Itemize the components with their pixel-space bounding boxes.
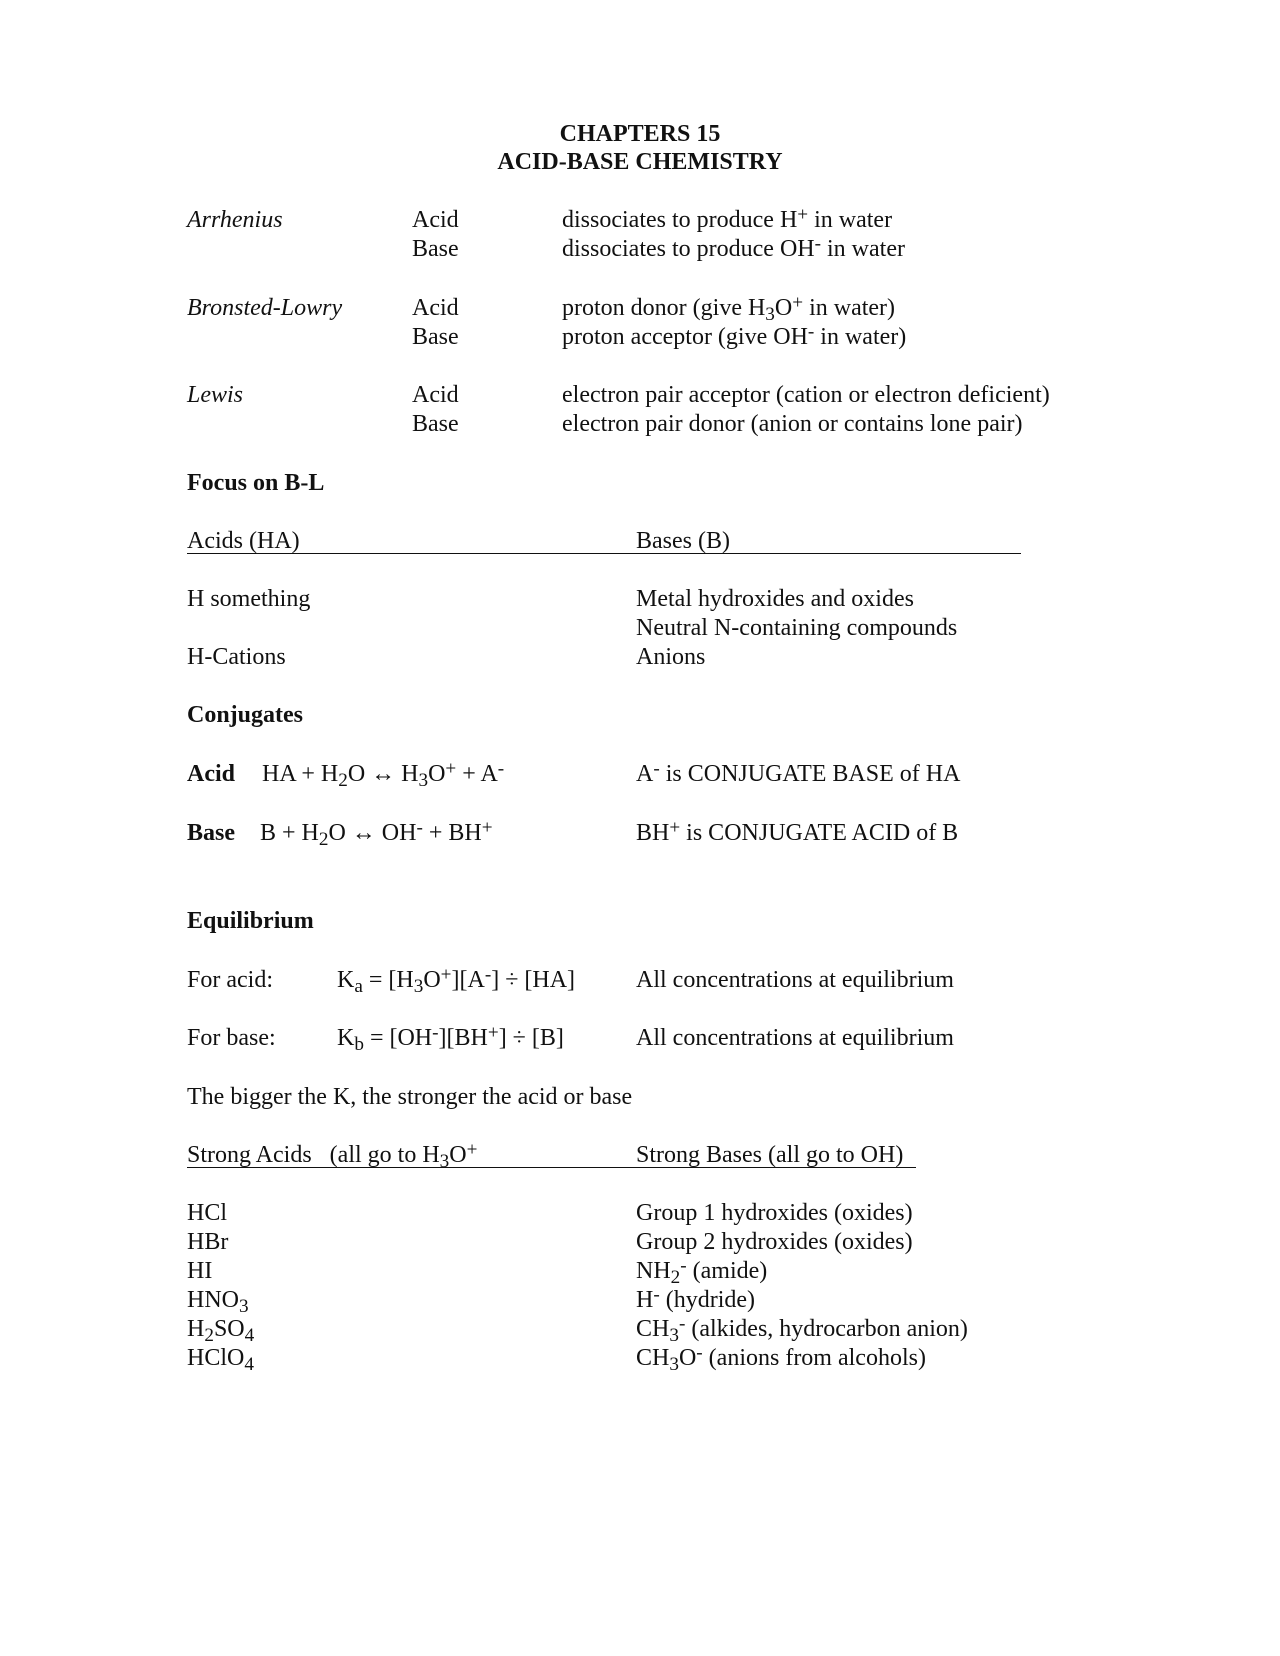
k-summary: The bigger the K, the stronger the acid or base xyxy=(187,1084,633,1110)
base-type-item: Metal hydroxides and oxides xyxy=(636,586,914,612)
conjugates-heading: Conjugates xyxy=(187,702,304,728)
bronsted-acid-label: Acid xyxy=(412,295,459,321)
base-type-item: Neutral N-containing compounds xyxy=(636,615,958,641)
bronsted-acid-definition: proton donor (give $H_3O^+$ in water) xyxy=(562,292,896,325)
strong-acid-item: HClO$_4$ xyxy=(187,1345,254,1375)
base-type-item: Anions xyxy=(636,644,706,670)
strong-base-item: $CH_3^-$ (alkides, hydrocarbon anion) xyxy=(636,1313,968,1346)
lewis-acid-label: Acid xyxy=(412,382,459,408)
lewis-base-definition: electron pair donor (anion or contains lone pair) xyxy=(562,411,1023,437)
kb-note: All concentrations at equilibrium xyxy=(636,1025,954,1051)
lewis-acid-definition: electron pair acceptor (cation or electron deficient) xyxy=(562,382,1050,408)
strong-base-item: $NH_2^-$ (amide) xyxy=(636,1255,768,1288)
strong-bases-header: Strong Bases (all go to OH) xyxy=(636,1142,904,1168)
acid-dissociation-equation: HA + $H_2O$ ↔ $H_3O^+ + A^-$ xyxy=(262,758,505,791)
acid-type-item: H something xyxy=(187,586,311,612)
arrhenius-acid-label: Acid xyxy=(412,207,459,233)
arrhenius-base-label: Base xyxy=(412,236,459,262)
bronsted-lowry-label: Bronsted-Lowry xyxy=(187,295,343,321)
ka-expression: $K_a = [H_3O^+][A^-] \div [HA]$ xyxy=(337,964,576,997)
strong-base-item: H- (hydride) xyxy=(636,1284,756,1313)
acid-type-item: H-Cations xyxy=(187,644,286,670)
arrhenius-base-definition: dissociates to produce OH- in water xyxy=(562,233,905,262)
strong-acid-item: HCl xyxy=(187,1200,228,1226)
strong-acids-underline xyxy=(187,1167,636,1168)
acids-header: Acids (HA) xyxy=(187,528,300,554)
lewis-label: Lewis xyxy=(187,382,244,408)
strong-acid-item: $HNO_3$ xyxy=(187,1287,249,1317)
for-base-label: For base: xyxy=(187,1025,276,1051)
strong-acid-item: $H_2SO_4$ xyxy=(187,1316,255,1346)
strong-base-item: Group 2 hydroxides (oxides) xyxy=(636,1229,913,1255)
bronsted-base-definition: proton acceptor (give OH- in water) xyxy=(562,321,907,350)
arrhenius-acid-definition: dissociates to produce H+ in water xyxy=(562,204,893,233)
arrhenius-label: Arrhenius xyxy=(187,207,283,233)
base-dissociation-equation: $B + H_2O$ ↔ OH- + BH+ xyxy=(260,817,493,850)
equilibrium-heading: Equilibrium xyxy=(187,908,314,934)
conjugate-acid-label: Acid xyxy=(187,761,235,787)
conjugate-acid-note: BH+ is CONJUGATE ACID of B xyxy=(636,817,959,846)
bases-header-underline xyxy=(636,553,1021,554)
lewis-base-label: Base xyxy=(412,411,459,437)
bases-header: Bases (B) xyxy=(636,528,730,554)
strong-acids-header: Strong Acids (all go to $H_3O^+$ xyxy=(187,1139,478,1172)
strong-bases-underline xyxy=(636,1167,916,1168)
ka-note: All concentrations at equilibrium xyxy=(636,967,954,993)
strong-acid-item: HI xyxy=(187,1258,213,1284)
page-title-line2: ACID-BASE CHEMISTRY xyxy=(497,149,783,175)
strong-base-item: Group 1 hydroxides (oxides) xyxy=(636,1200,913,1226)
focus-heading: Focus on B-L xyxy=(187,470,325,496)
kb-expression: $K_b = [OH^-][BH^+] \div [B]$ xyxy=(337,1022,564,1055)
strong-base-item: $CH_3O^-$ (anions from alcohols) xyxy=(636,1342,926,1375)
strong-acid-item: HBr xyxy=(187,1229,229,1255)
acids-header-underline xyxy=(187,553,636,554)
bronsted-base-label: Base xyxy=(412,324,459,350)
for-acid-label: For acid: xyxy=(187,967,273,993)
conjugate-base-label: Base xyxy=(187,820,235,846)
page-title-line1: CHAPTERS 15 xyxy=(559,121,721,147)
conjugate-base-note: A- is CONJUGATE BASE of HA xyxy=(636,758,961,787)
